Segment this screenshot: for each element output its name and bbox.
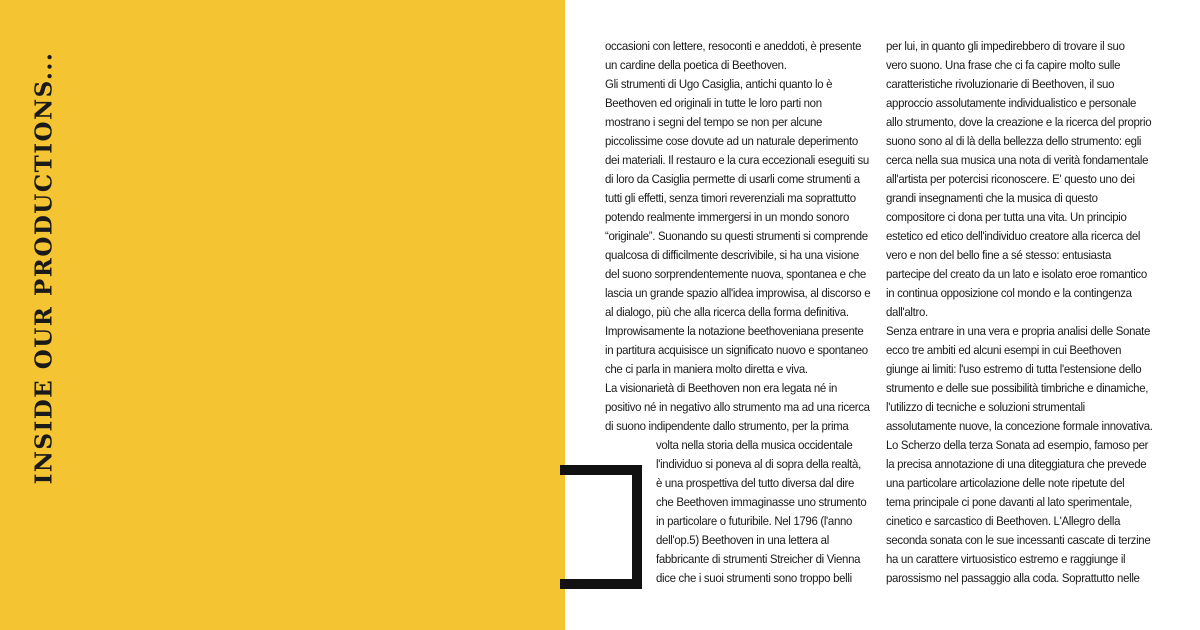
text-line: del suono sorprendentemente nuova, spontanea e che (605, 267, 866, 281)
text-line: partecipe del creato da un lato e isolato eroe romantico (886, 267, 1147, 281)
right-text-column (886, 37, 1153, 588)
text-line: piccolissime cose dovute ad un naturale deperimento (605, 134, 858, 148)
text-line: Gli strumenti di Ugo Casiglia, antichi quanto lo è (605, 77, 833, 91)
text-line: di suono indipendente dallo strumento, per la prima (605, 419, 849, 433)
text-line: all'artista per potercisi riconoscere. E' questo uno dei (886, 172, 1135, 186)
text-line: di loro da Casiglia permette di usarli come strumenti a (605, 172, 860, 186)
text-line: in particolare o futuribile. Nel 1796 (l'anno (656, 514, 853, 528)
text-line: dell'op.5) Beethoven in una lettera al (656, 533, 829, 547)
side-title: INSIDE OUR PRODUCTIONS... (30, 51, 58, 485)
text-line: qualcosa di difficilmente descrivibile, si ha una visione (605, 248, 859, 262)
text-line: Improwisamente la notazione beethoveniana presente (605, 324, 864, 338)
text-line: parossismo nel passaggio alla coda. Soprattutto nelle (886, 571, 1140, 585)
text-line: che ci parla in maniera molto diretta e viva. (605, 362, 808, 376)
text-line: dei materiali. Il restauro e la cura eccezionali eseguiti su (605, 153, 869, 167)
text-line: cerca nella sua musica una nota di verità fondamentale (886, 153, 1149, 167)
text-line: è una prospettiva del tutto diversa dal dire (656, 476, 855, 490)
text-line: Senza entrare in una vera e propria analisi delle Sonate (886, 324, 1151, 338)
text-line: assolutamente nuove, la concezione formale innovativa. (886, 419, 1153, 433)
yellow-side-panel (0, 0, 565, 630)
left-indented-text (656, 436, 866, 588)
text-line: tema principale ci pone davanti al lato sperimentale, (886, 495, 1132, 509)
text-line: l'individuo si poneva al di sopra della realtà, (656, 457, 861, 471)
text-line: seconda sonata con le sue incessanti cascate di terzine (886, 533, 1151, 547)
text-line: una particolare articolazione delle note ripetute del (886, 476, 1125, 490)
text-line: che Beethoven immaginasse uno strumento (656, 495, 867, 509)
text-line: approccio assolutamente individualistico e personale (886, 96, 1137, 110)
text-line: mostrano i segni del tempo se non per alcune (605, 115, 823, 129)
text-line: positivo né in negativo allo strumento ma ad una ricerca (605, 400, 870, 414)
text-line: dice che i suoi strumenti sono troppo belli (656, 571, 852, 585)
text-line: in continua opposizione col mondo e la contingenza (886, 286, 1132, 300)
text-line: estetico ed etico dell'individuo creatore alla ricerca del (886, 229, 1141, 243)
text-line: un cardine della poetica di Beethoven. (605, 58, 787, 72)
text-line: giunge ai limiti: l'uso estremo di tutta l'estensione dello (886, 362, 1142, 376)
text-line: volta nella storia della musica occidentale (656, 438, 853, 452)
text-line: La visionarietà di Beethoven non era legata né in (605, 381, 838, 395)
text-line: ecco tre ambiti ed alcuni esempi in cui Beethoven (886, 343, 1122, 357)
text-line: cinetico e sarcastico di Beethoven. L'Allegro della (886, 514, 1121, 528)
text-line: tutti gli effetti, senza timori reverenziali ma soprattutto (605, 191, 856, 205)
text-line: l'utilizzo di tecniche e soluzioni strumentali (886, 400, 1085, 414)
text-line: potendo realmente immergersi in un mondo sonoro (605, 210, 850, 224)
text-line: vero e non del bello fine a sé stesso: entusiasta (886, 248, 1112, 262)
text-line: “originale”. Suonando su questi strumenti si comprende (605, 229, 868, 243)
text-line: la precisa annotazione di una diteggiatura che prevede (886, 457, 1147, 471)
text-line: ha un carattere virtuosistico estremo e raggiunge il (886, 552, 1126, 566)
text-line: strumento e delle sue possibilità timbriche e dinamiche, (886, 381, 1149, 395)
text-line: fabbricante di strumenti Streicher di Vienna (656, 552, 861, 566)
text-line: occasioni con lettere, resoconti e aneddoti, è presente (605, 39, 862, 53)
text-line: Beethoven ed originali in tutte le loro parti non (605, 96, 822, 110)
text-line: caratteristiche rivoluzionarie di Beethoven, il suo (886, 77, 1115, 91)
text-line: dall'altro. (886, 305, 928, 319)
text-line: compositore ci dona per tutta una vita. Un principio (886, 210, 1127, 224)
text-line: al dialogo, più che alla ricerca della forma definitiva. (605, 305, 849, 319)
text-line: suono sono al di là della bellezza dello strumento: egli (886, 134, 1142, 148)
text-line: vero suono. Una frase che ci fa capire molto sulle (886, 58, 1121, 72)
text-line: Lo Scherzo della terza Sonata ad esempio, famoso per (886, 438, 1149, 452)
text-line: in partitura acquisisce un significato nuovo e spontaneo (605, 343, 868, 357)
text-line: lascia un grande spazio all'idea improwisa, al discorso e (605, 286, 871, 300)
decorative-frame (560, 465, 642, 589)
text-line: allo strumento, dove la creazione e la ricerca del proprio (886, 115, 1152, 129)
text-line: per lui, in quanto gli impedirebbero di trovare il suo (886, 39, 1125, 53)
text-line: grandi insegnamenti che la musica di questo (886, 191, 1098, 205)
left-text-column (605, 37, 870, 436)
